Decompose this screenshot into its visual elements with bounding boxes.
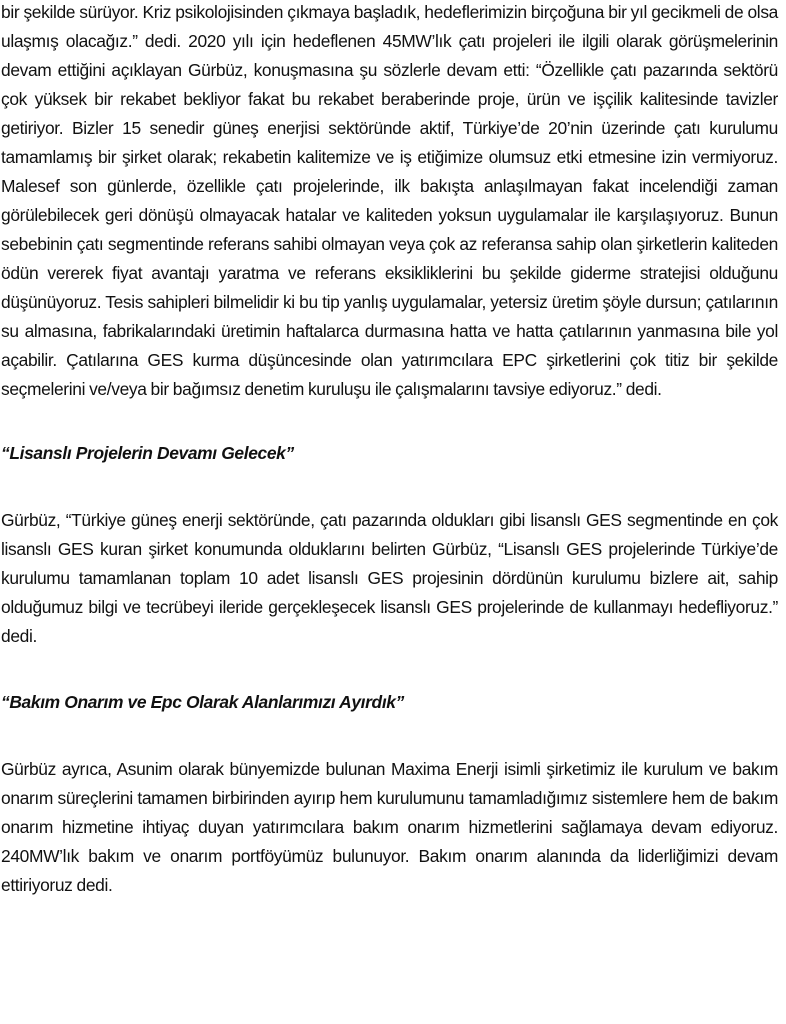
article-paragraph-2: Gürbüz, “Türkiye güneş enerji sektöründe, çatı pazarında oldukları gibi lisanslı GES segmentinde en çok lisanslı GES kuran şirket konumunda olduklarını belirten Gürbüz, “Lisanslı GES projelerinde Türkiye’de kurulumu tamamlanan toplam 10 adet lisanslı GES projesinin dördünün kurulumu bizlere ait, sahip olduğumuz bilgi ve tecrübeyi ileride gerçekleşecek lisanslı GES projelerinde de kullanmayı hedefliyoruz.” dedi.: [1, 510, 778, 646]
spacer: [1, 717, 778, 755]
section-heading-licensed-projects: “Lisanslı Projelerin Devamı Gelecek”: [1, 443, 294, 463]
article-paragraph-1: bir şekilde sürüyor. Kriz psikolojisinden çıkmaya başladık, hedeflerimizin birçoğuna bir yıl gecikmeli de olsa ulaşmış olacağız.” dedi. 2020 yılı için hedeflenen 45MW’lık çatı projeleri ile ilgili olarak görüşmelerinin devam ettiğini açıklayan Gürbüz, konuşmasına şu sözlerle devam etti: “Özellikle çatı pazarında sektörü çok yüksek bir rekabet bekliyor fakat bu rekabet beraberinde proje, ürün ve işçilik kalitesinde tavizler getiriyor. Bizler 15 senedir güneş enerjisi sektöründe aktif, Türkiye’de 20’nin üzerinde çatı kurulumu tamamlamış bir şirket olarak; rekabetin kalitemize ve iş etiğimize olumsuz etki etmesine izin vermiyoruz. Malesef son günlerde, özellikle çatı projelerinde, ilk bakışta anlaşılmayan fakat incelendiği zaman görülebilecek geri dönüşü olmayacak hatalar ve kaliteden yoksun uygulamalar ile karşılaşıyoruz. Bunun sebebinin çatı segmentinde referans sahibi olmayan veya çok az referansa sahip olan şirketlerin kaliteden ödün vererek fiyat avantajı yaratma ve referans eksikliklerini bu şekilde giderme stratejisi olduğunu düşünüyoruz. Tesis sahipleri bilmelidir ki bu tip yanlış uygulamalar, yetersiz üretim şöyle dursun; çatılarının su almasına, fabrikalarındaki üretimin haftalarca durmasına hatta ve hatta çatılarının yanmasına bile yol açabilir. Çatılarına GES kurma düşüncesinde olan yatırımcılara EPC şirketlerini çok titiz bir şekilde seçmelerini ve/veya bir bağımsız denetim kuruluşu ile çalışmalarını tavsiye ediyoruz.” dedi.: [1, 2, 778, 399]
article-paragraph-3: Gürbüz ayrıca, Asunim olarak bünyemizde bulunan Maxima Enerji isimli şirketimiz ile kurulum ve bakım onarım süreçlerini tamamen birbirinden ayırıp hem kurulumunu tamamladığımız sistemlere hem de bakım onarım hizmetine ihtiyaç duyan yatırımcılara bakım onarım hizmetlerini sağlamaya devam ediyoruz. 240MW’lık bakım ve onarım portföyümüz bulunuyor. Bakım onarım alanında da liderliğimizi devam ettiriyoruz dedi.: [1, 759, 778, 895]
spacer: [1, 468, 778, 506]
section-heading-maintenance-epc: “Bakım Onarım ve Epc Olarak Alanlarımızı Ayırdık”: [1, 692, 404, 712]
spacer: [1, 651, 778, 688]
spacer: [1, 404, 778, 439]
